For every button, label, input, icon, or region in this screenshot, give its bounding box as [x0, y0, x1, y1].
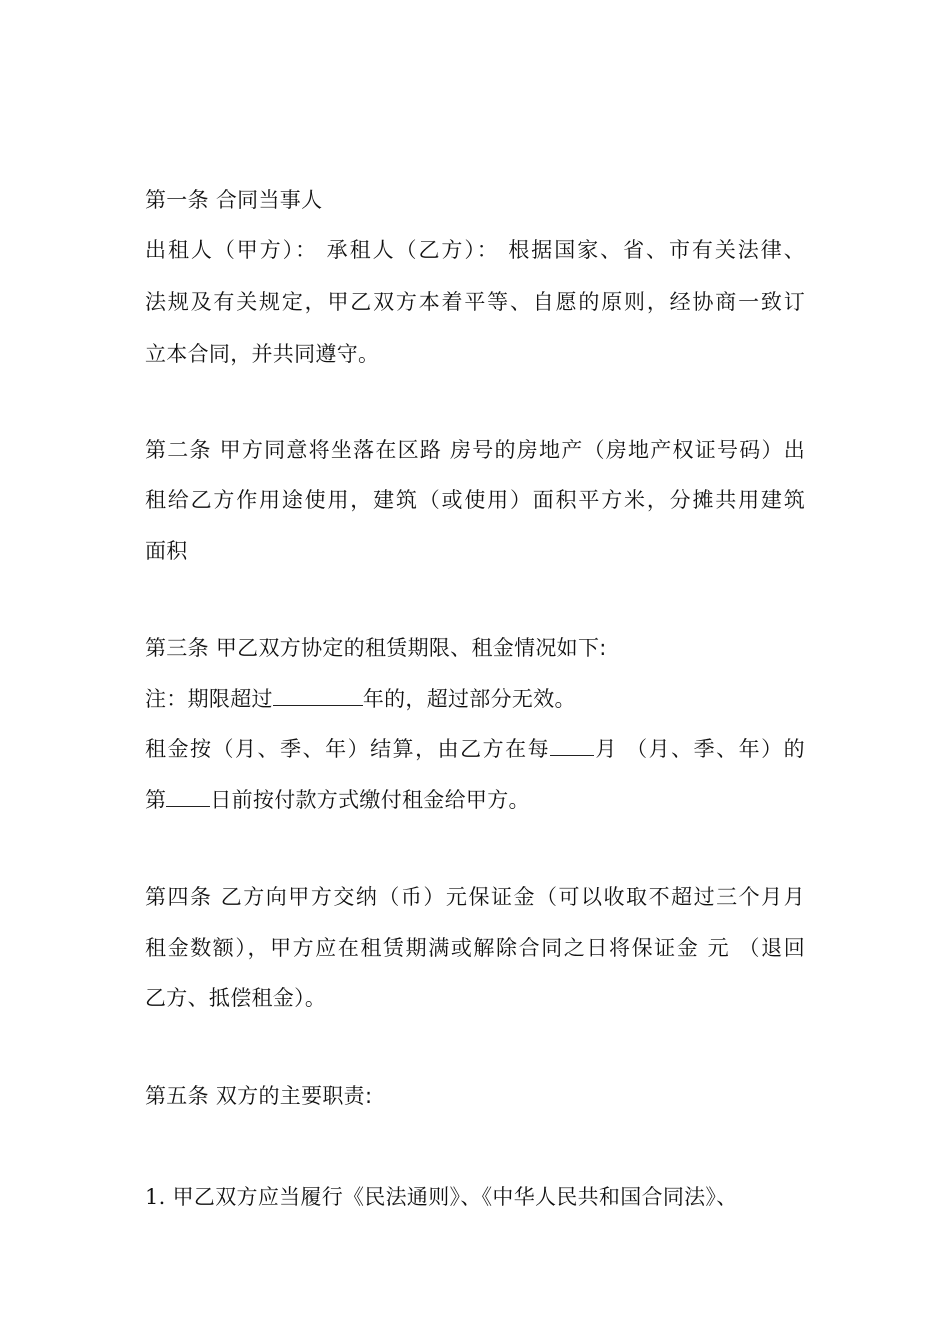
article-3-title: 第三条 甲乙双方协定的租赁期限、租金情况如下: — [145, 636, 607, 660]
article-3-rent-line-1 — [145, 734, 805, 764]
article-4-line-2: 租金数额），甲方应在租赁期满或解除合同之日将保证金 元 （退回 — [145, 936, 805, 960]
article-3-note-before: 注：期限超过 — [145, 687, 273, 711]
article-3-rent-line-2 — [145, 785, 530, 815]
article-1-line-1: 出租人（甲方）： 承租人（乙方）： 根据国家、省、市有关法律、 — [145, 238, 805, 262]
rent-line-1-before: 租金按（月、季、年）结算，由乙方在每 — [145, 737, 551, 761]
article-2-line-3: 面积 — [145, 539, 188, 563]
article-3-note-after: 年的，超过部分无效。 — [362, 687, 576, 711]
item-1-number: 1. — [145, 1185, 166, 1209]
article-5-title: 第五条 双方的主要职责: — [145, 1084, 373, 1108]
article-1-line-2: 法规及有关规定，甲乙双方本着平等、自愿的原则，经协商一致订 — [145, 290, 805, 314]
article-2-line-2: 租给乙方作用途使用，建筑（或使用）面积平方米，分摊共用建筑 — [145, 488, 805, 512]
article-4-line-3: 乙方、抵偿租金）。 — [145, 986, 327, 1010]
rent-line-2-after: 日前按付款方式缴付租金给甲方。 — [210, 788, 530, 812]
fill-blank-years — [273, 685, 363, 706]
item-1-text: 甲乙双方应当履行《民法通则》、《中华人民共和国合同法》、 — [172, 1185, 738, 1209]
article-1-line-3: 立本合同，并共同遵守。 — [145, 342, 380, 366]
article-4-line-1: 第四条 乙方向甲方交纳（币）元保证金（可以收取不超过三个月月 — [145, 885, 805, 909]
article-2-line-1: 第二条 甲方同意将坐落在区路 房号的房地产（房地产权证号码）出 — [145, 438, 805, 462]
article-3-note — [145, 684, 576, 714]
rent-line-2-before: 第 — [145, 788, 167, 812]
rent-line-1-after: 月 （月、季、年）的 — [594, 737, 805, 761]
fill-blank-month — [550, 735, 594, 756]
article-5-item-1 — [145, 1182, 738, 1212]
article-1-title: 第一条 合同当事人 — [145, 188, 323, 212]
fill-blank-day — [166, 786, 210, 807]
